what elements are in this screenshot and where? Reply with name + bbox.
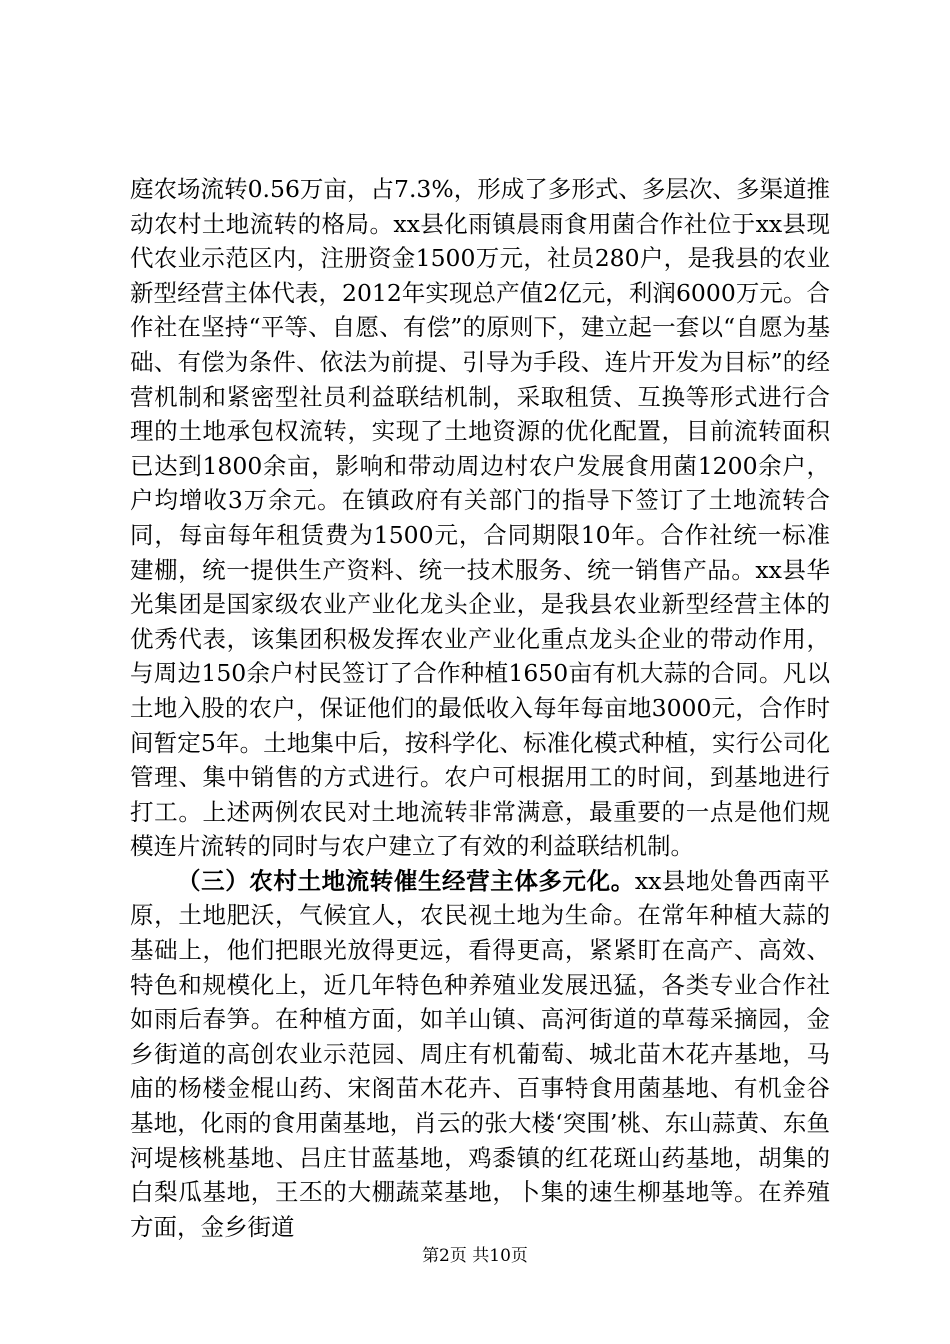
page-number-footer: 第2页 共10页 <box>422 1246 528 1266</box>
section-heading-inline: （三）农村土地流转催生经营主体多元化。 <box>177 866 635 895</box>
paragraph-diversified-entities <box>130 864 830 1245</box>
document-body <box>130 172 830 1244</box>
paragraph-land-transfer-cases: 庭农场流转0.56万亩，占7.3%，形成了多形式、多层次、多渠道推动农村土地流转的格局。xx县化雨镇晨雨食用菌合作社位于xx县现代农业示范区内，注册资金1500万元，社员280户，是我县的农业新型经营主体代表，2012年实现总产值2亿元，利润6000万元。合作社在坚持“平等、自愿、有偿”的原则下，建立起一套以“自愿为基础、有偿为条件、依法为前提、引导为手段、连片开发为目标”的经营机制和紧密型社员利益联结机制，采取租赁、互换等形式进行合理的土地承包权流转，实现了土地资源的优化配置，目前流转面积已达到1800余亩，影响和带动周边村农户发展食用菌1200余户，户均增收3万余元。在镇政府有关部门的指导下签订了土地流转合同，每亩每年租赁费为1500元，合同期限10年。合作社统一标准建棚，统一提供生产资料、统一技术服务、统一销售产品。xx县华光集团是国家级农业产业化龙头企业，是我县农业新型经营主体的优秀代表，该集团积极发挥农业产业化重点龙头企业的带动作用，与周边150余户村民签订了合作种植1650亩有机大蒜的合同。凡以土地入股的农户，保证他们的最低收入每年每亩地3000元，合作时间暂定5年。土地集中后，按科学化、标准化模式种植，实行公司化管理、集中销售的方式进行。农户可根据用工的时间，到基地进行打工。上述两例农民对土地流转非常满意，最重要的一点是他们规模连片流转的同时与农户建立了有效的利益联结机制。 <box>130 175 830 861</box>
paragraph-body-text: xx县地处鲁西南平原，土地肥沃，气候宜人，农民视土地为生命。在常年种植大蒜的基础上，他们把眼光放得更远，看得更高，紧紧盯在高产、高效、特色和规模化上，近几年特色种养殖业发展迅猛，各类专业合作社如雨后春笋。在种植方面，如羊山镇、高河街道的草莓采摘园，金乡街道的高创农业示范园、周庄有机葡萄、城北苗木花卉基地，马庙的杨楼金棍山药、宋阁苗木花卉、百事特食用菌基地、有机金谷基地，化雨的食用菌基地，肖云的张大楼‘突围’桃、东山蒜黄、东鱼河堤核桃基地、吕庄甘蓝基地，鸡黍镇的红花斑山药基地，胡集的白梨瓜基地，王丕的大棚蔬菜基地，卜集的速生柳基地等。在养殖方面，金乡街道 <box>130 866 831 1241</box>
